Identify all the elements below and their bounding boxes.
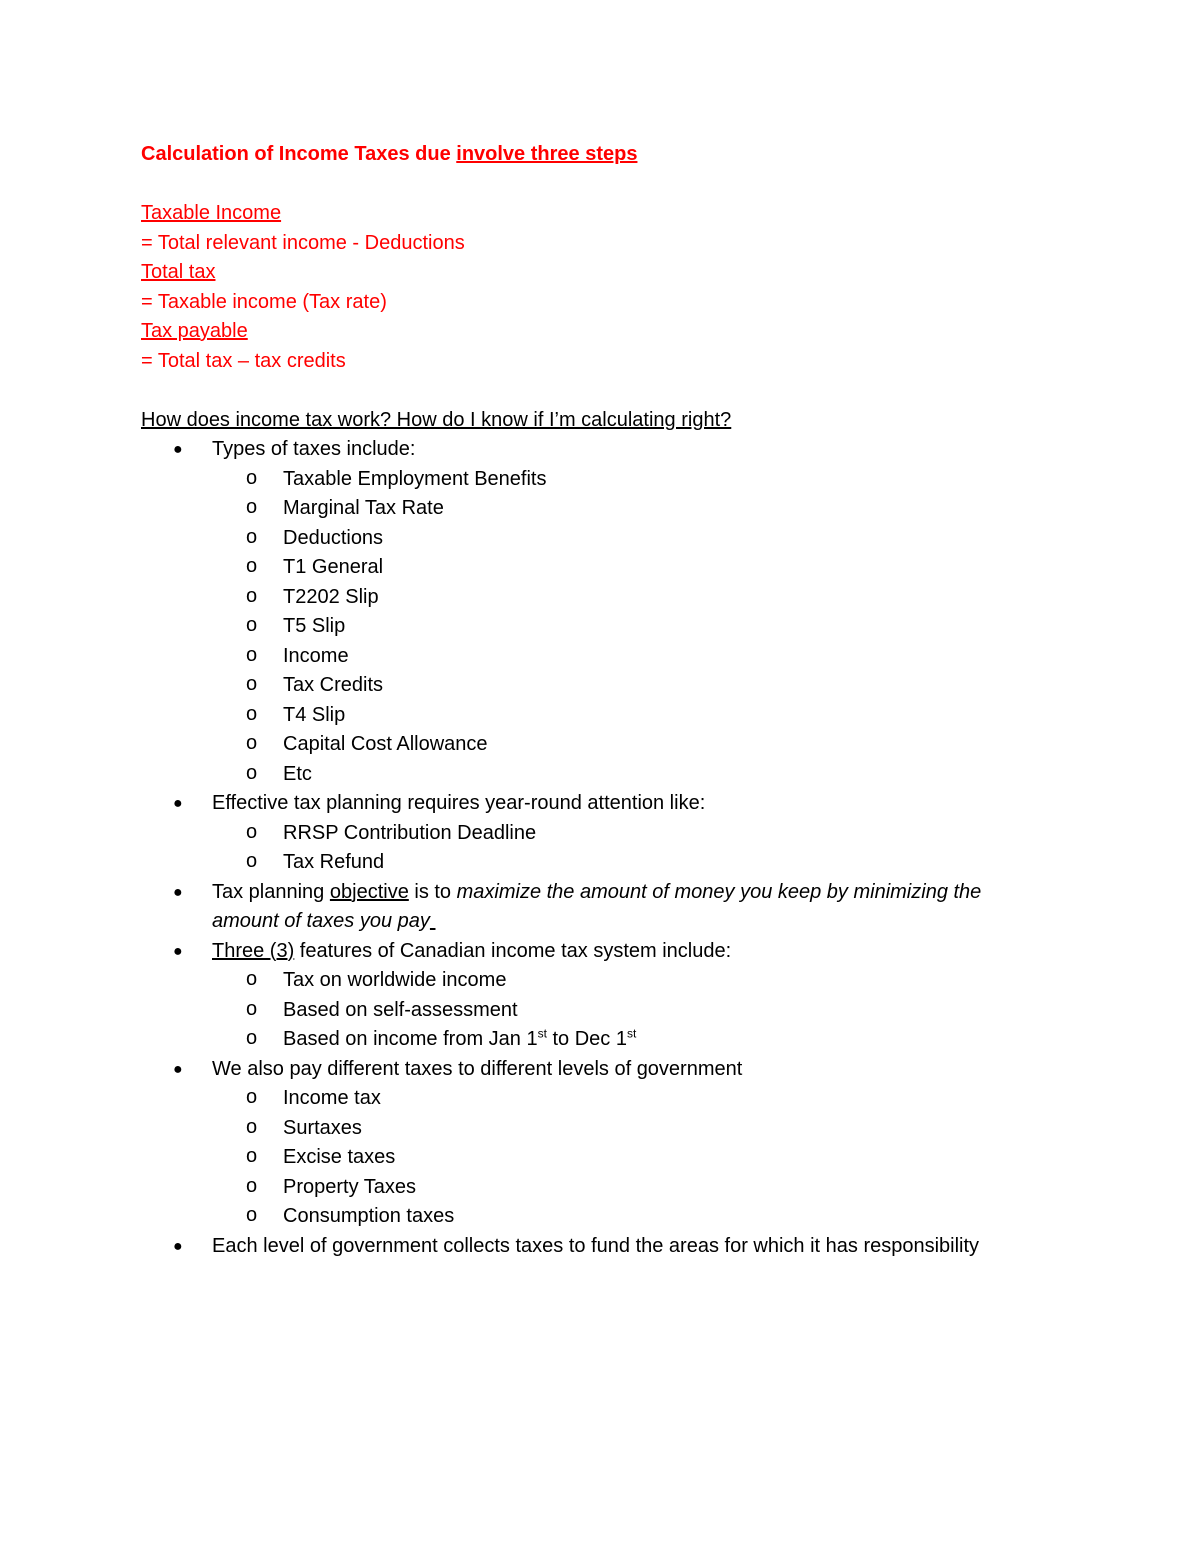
bullet-icon: ● xyxy=(173,441,183,458)
sub-list-item xyxy=(212,1025,1061,1055)
sub-item-text: T2202 Slip xyxy=(283,585,379,608)
sub-item-text: T5 Slip xyxy=(283,615,346,637)
sub-list-item xyxy=(212,848,1061,878)
bullet-text: Each level of government collects taxes to fund the areas for which it has responsibility xyxy=(212,1234,980,1257)
superscript: st xyxy=(626,1026,637,1041)
sub-item-text: T1 General xyxy=(283,556,384,578)
sub-item-text: Surtaxes xyxy=(283,1116,362,1139)
heading xyxy=(141,140,1061,170)
sub-bullet-icon: o xyxy=(246,614,258,636)
objective-underlined-text: objective xyxy=(329,880,409,903)
sub-list-item xyxy=(212,760,1061,790)
sub-item-text: to Dec 1 xyxy=(546,1028,627,1050)
bullet-item-types xyxy=(141,435,1061,789)
sub-list-item xyxy=(212,642,1061,672)
sub-list-item xyxy=(212,996,1061,1026)
sub-bullet-icon: o xyxy=(246,820,258,843)
sub-item-text: Consumption taxes xyxy=(283,1205,455,1227)
bullet-item-features xyxy=(141,937,1061,1055)
step-formula: = Total relevant income - Deductions xyxy=(141,231,465,254)
sub-list-item xyxy=(212,671,1061,701)
sub-item-text: Based on income from Jan 1 xyxy=(283,1028,538,1050)
sub-bullet-icon: o xyxy=(246,584,258,607)
bullet-icon: ● xyxy=(173,1237,183,1255)
objective-line-1 xyxy=(212,878,1061,908)
sub-list-item xyxy=(212,553,1061,583)
sub-list-item xyxy=(212,701,1061,731)
trailing-underline xyxy=(430,910,436,932)
steps-block xyxy=(141,199,1061,376)
sub-item-text: Capital Cost Allowance xyxy=(283,733,488,755)
sub-list-item xyxy=(212,730,1061,760)
objective-mid-text: is to xyxy=(408,880,457,903)
sub-bullet-icon: o xyxy=(246,555,258,577)
bullet-item-levels xyxy=(141,1055,1061,1232)
sub-item-text: Tax on worldwide income xyxy=(283,969,507,991)
step-label: Total tax xyxy=(141,261,216,283)
superscript: st xyxy=(537,1026,547,1041)
sub-list xyxy=(212,966,1061,1055)
features-underlined-text: Three (3) xyxy=(212,939,295,962)
bullet-icon: ● xyxy=(173,795,183,812)
sub-list-item xyxy=(212,494,1061,524)
bullet-text: features of Canadian income tax system include: xyxy=(294,939,732,962)
sub-bullet-icon: o xyxy=(246,968,258,990)
objective-italic-text-2: amount of taxes you pay xyxy=(212,910,430,932)
sub-bullet-icon: o xyxy=(246,702,258,725)
sub-bullet-icon: o xyxy=(246,732,258,754)
spacer xyxy=(141,170,1061,200)
sub-bullet-icon: o xyxy=(246,1086,258,1108)
sub-item-text: Property Taxes xyxy=(283,1175,417,1198)
sub-list-item xyxy=(212,966,1061,996)
step-label: Taxable Income xyxy=(141,202,282,224)
sub-item-text: Tax Refund xyxy=(283,851,385,873)
sub-item-text: RRSP Contribution Deadline xyxy=(283,821,537,844)
sub-item-text: Marginal Tax Rate xyxy=(283,497,444,519)
objective-pre-text: Tax planning xyxy=(212,880,330,903)
sub-item-text: Tax Credits xyxy=(283,674,384,696)
sub-bullet-icon: o xyxy=(246,850,258,872)
step-formula: = Total tax – tax credits xyxy=(141,349,346,372)
step-label: Tax payable xyxy=(141,320,248,342)
sub-list-item xyxy=(212,1173,1061,1203)
sub-list-item xyxy=(212,612,1061,642)
sub-bullet-icon: o xyxy=(246,1204,258,1226)
sub-bullet-icon: o xyxy=(246,1115,258,1138)
bullet-item-planning xyxy=(141,789,1061,878)
sub-list xyxy=(212,465,1061,790)
sub-bullet-icon: o xyxy=(246,1145,258,1167)
sub-item-text: Excise taxes xyxy=(283,1146,396,1168)
heading-underlined-text: involve three steps xyxy=(456,143,638,165)
sub-bullet-icon: o xyxy=(246,761,258,784)
document-page xyxy=(141,140,1061,1261)
bullet-item-objective xyxy=(141,878,1061,937)
sub-list-item xyxy=(212,1114,1061,1144)
bullet-text: Effective tax planning requires year-round attention like: xyxy=(212,792,706,814)
sub-list-item xyxy=(212,465,1061,495)
sub-bullet-icon: o xyxy=(246,466,258,489)
sub-bullet-icon: o xyxy=(246,997,258,1020)
sub-list-item xyxy=(212,1143,1061,1173)
sub-bullet-icon: o xyxy=(246,1027,258,1049)
sub-item-text: Taxable Employment Benefits xyxy=(283,467,547,490)
sub-item-text: Deductions xyxy=(283,526,384,549)
objective-italic-text: maximize the amount of money you keep by minimizing the xyxy=(456,880,982,903)
sub-list-item xyxy=(212,583,1061,613)
bullet-text: Types of taxes include: xyxy=(212,438,416,460)
sub-item-text: Based on self-assessment xyxy=(283,998,518,1021)
bullet-text: We also pay different taxes to different levels of government xyxy=(212,1057,743,1080)
bullet-item-fund xyxy=(141,1232,1061,1262)
sub-list-item xyxy=(212,1202,1061,1232)
bullet-icon: ● xyxy=(173,942,183,960)
sub-item-text: T4 Slip xyxy=(283,703,346,726)
sub-bullet-icon: o xyxy=(246,643,258,666)
spacer xyxy=(141,376,1061,406)
step-formula: = Taxable income (Tax rate) xyxy=(141,290,387,313)
sub-list-item xyxy=(212,819,1061,849)
sub-list-item xyxy=(212,1084,1061,1114)
sub-list xyxy=(212,819,1061,878)
sub-bullet-icon: o xyxy=(246,673,258,695)
sub-item-text: Etc xyxy=(283,762,312,785)
sub-bullet-icon: o xyxy=(246,525,258,548)
main-bullet-list xyxy=(141,435,1061,1261)
bullet-icon: ● xyxy=(173,1060,183,1078)
bullet-icon: ● xyxy=(173,883,183,901)
objective-line-2 xyxy=(212,907,1061,937)
question-heading: How does income tax work? How do I know if I’m calculating right? xyxy=(141,408,732,431)
sub-bullet-icon: o xyxy=(246,496,258,518)
sub-item-text: Income tax xyxy=(283,1087,381,1109)
sub-bullet-icon: o xyxy=(246,1174,258,1197)
heading-text: Calculation of Income Taxes due xyxy=(141,143,457,165)
sub-item-text: Income xyxy=(283,644,349,667)
sub-list xyxy=(212,1084,1061,1232)
sub-list-item xyxy=(212,524,1061,554)
